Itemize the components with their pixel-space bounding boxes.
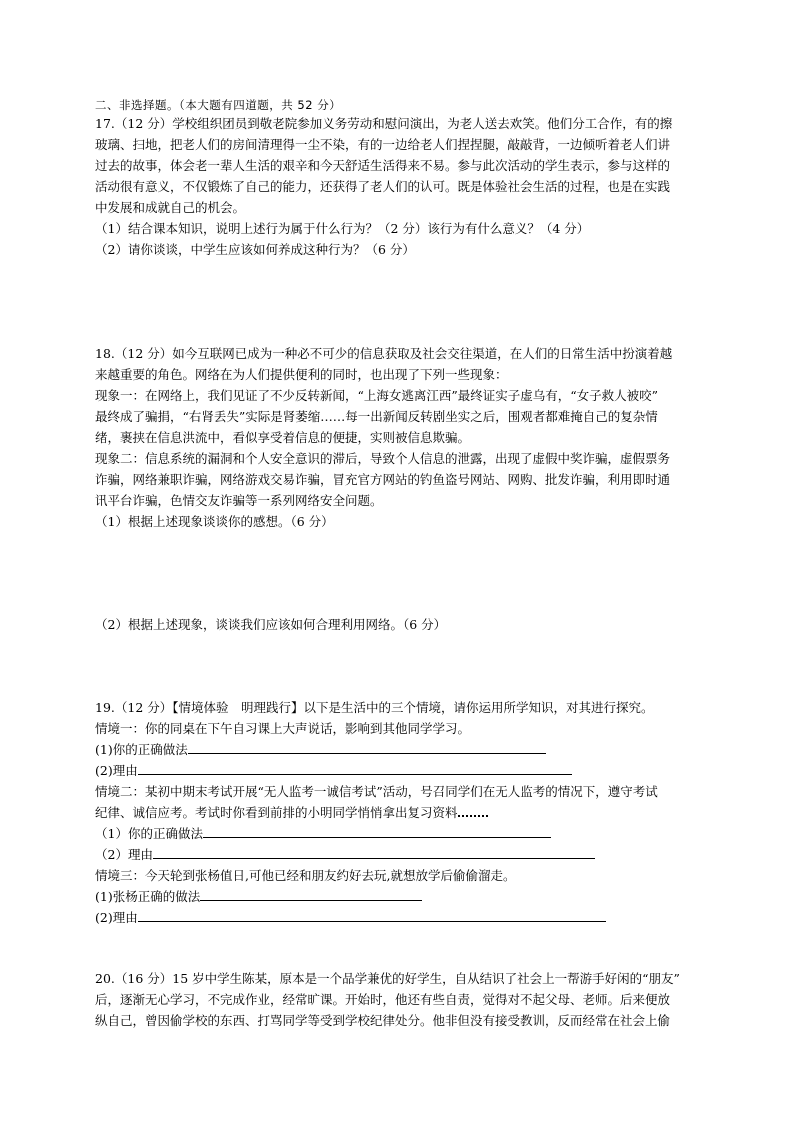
q19-s3-answer-blank[interactable] bbox=[200, 887, 422, 901]
q19-s2-answer-blank[interactable] bbox=[203, 824, 551, 838]
q19-scenario-2-line-1: 情境二：某初中期末考试开展“无人监考一诚信考试”活动，号召同学们在无人监考的情况下，遵守考试 bbox=[95, 784, 658, 799]
q19-s1-answer-label: (1)你的正确做法 bbox=[95, 742, 188, 757]
q18-line-4: 最终成了骗捐，“右肾丢失”实际是肾萎缩……每一出新闻反转剧坐实之后，围观者都难掩自己的复杂情 bbox=[95, 409, 658, 424]
q19-s1-answer-row bbox=[95, 740, 546, 760]
q19-s1-reason-row bbox=[95, 761, 572, 781]
q19-s2-reason-label: （2）理由 bbox=[95, 847, 153, 862]
ellipsis-dots bbox=[458, 805, 488, 817]
q19-scenario-2-line-2 bbox=[95, 803, 488, 823]
q18-sub-2: （2）根据上述现象，谈谈我们应该如何合理利用网络。（6 分） bbox=[95, 617, 447, 632]
q19-s2-reason-blank[interactable] bbox=[153, 845, 595, 859]
q19-scenario-3: 情境三：今天轮到张杨值日,可他已经和朋友约好去玩,就想放学后偷偷溜走。 bbox=[95, 868, 516, 883]
q18-line-3: 现象一：在网络上，我们见证了不少反转新闻，“上海女逃离江西”最终证实子虚乌有，“女子救人被咬” bbox=[95, 388, 659, 403]
q19-scenario-1: 情境一：你的同桌在下午自习课上大声说话，影响到其他同学学习。 bbox=[95, 721, 471, 736]
q17-line-4: 活动很有意义，不仅锻炼了自己的能力，还获得了老人们的认可。既是体验社会生活的过程，也是在实践 bbox=[95, 179, 671, 194]
q18-line-6: 现象二：信息系统的漏洞和个人安全意识的滞后，导致个人信息的泄露，出现了虚假中奖诈骗，虚假票务 bbox=[95, 451, 671, 466]
q19-s3-reason-label: (2)理由 bbox=[95, 910, 138, 925]
section-header: 二、非选择题。（本大题有四道题，共 52 分） bbox=[95, 98, 342, 112]
q17-sub-2: （2）请你谈谈，中学生应该如何养成这种行为？（6 分） bbox=[95, 242, 415, 257]
q18-line-7: 诈骗，网络兼职诈骗，网络游戏交易诈骗，冒充官方网站的钓鱼盗号网站、网购、批发诈骗，利用即时通 bbox=[95, 472, 671, 487]
q17-sub-1: （1）结合课本知识，说明上述行为属于什么行为？（2 分）该行为有什么意义？（4 分） bbox=[95, 221, 590, 236]
q17-line-3: 过去的故事，体会老一辈人生活的艰辛和今天舒适生活得来不易。参与此次活动的学生表示，参与这样的 bbox=[95, 158, 671, 173]
q18-line-5: 绪，裹挟在信息洪流中，看似享受着信息的便捷，实则被信息欺骗。 bbox=[95, 430, 471, 445]
q19-s2-reason-row bbox=[95, 845, 595, 865]
q17-line-2: 玻璃、扫地，把老人们的房间清理得一尘不染，有的一边给老人们捏捏腿，敲敲背，一边倾听着老人们讲 bbox=[95, 137, 671, 152]
q19-s1-answer-blank[interactable] bbox=[188, 740, 546, 754]
q20-line-2: 后，逐渐无心学习，不完成作业，经常旷课。开始时，他还有些自责，觉得对不起父母、老师。后来便放 bbox=[95, 992, 671, 1007]
q19-s3-answer-label: (1)张杨正确的做法 bbox=[95, 889, 201, 904]
q19-s1-reason-label: (2)理由 bbox=[95, 763, 138, 778]
q18-line-2: 来越重要的角色。网络在为人们提供便利的同时，也出现了下列一些现象： bbox=[95, 367, 508, 382]
q19-s2-answer-row bbox=[95, 824, 551, 844]
q19-intro: 19.（12 分）【情境体验 明理践行】以下是生活中的三个情境，请你运用所学知识，对其进行探究。 bbox=[95, 700, 654, 715]
q19-s3-reason-blank[interactable] bbox=[138, 908, 606, 922]
q19-s2-answer-label: （1）你的正确做法 bbox=[95, 826, 203, 841]
q19-s1-reason-blank[interactable] bbox=[138, 761, 572, 775]
q18-line-1: 18.（12 分）如今互联网已成为一种必不可少的信息获取及社会交往渠道，在人们的日常生活中扮演着越 bbox=[95, 346, 673, 361]
q18-line-8: 讯平台诈骗，色情交友诈骗等一系列网络安全问题。 bbox=[95, 493, 383, 508]
q19-scenario-2-text: 纪律、诚信应考。考试时你看到前排的小明同学悄悄拿出复习资料 bbox=[95, 805, 458, 820]
q19-s3-reason-row bbox=[95, 908, 606, 928]
q20-line-1: 20.（16 分）15 岁中学生陈某，原本是一个品学兼优的好学生，自从结识了社会上一帮游手好闲的“朋友” bbox=[95, 971, 680, 986]
q17-line-1: 17.（12 分）学校组织团员到敬老院参加义务劳动和慰问演出，为老人送去欢笑。他们分工合作，有的擦 bbox=[95, 116, 673, 131]
q19-s3-answer-row bbox=[95, 887, 422, 907]
q20-line-3: 纵自己，曾因偷学校的东西、打骂同学等受到学校纪律处分。他非但没有接受教训，反而经常在社会上偷 bbox=[95, 1013, 671, 1028]
q17-line-5: 中发展和成就自己的机会。 bbox=[95, 200, 246, 215]
q18-sub-1: （1）根据上述现象谈谈你的感想。（6 分） bbox=[95, 514, 334, 529]
